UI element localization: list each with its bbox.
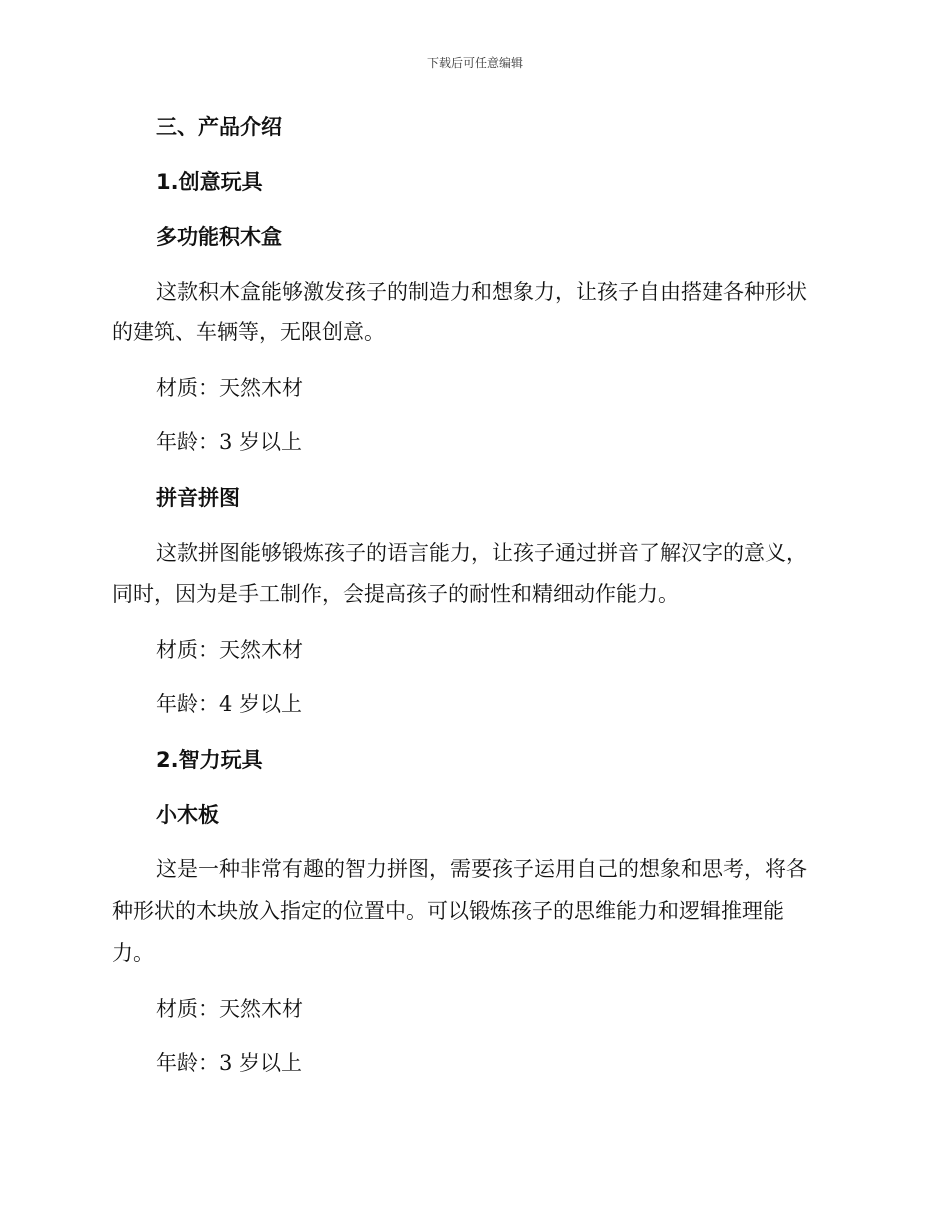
product-desc-line: 这是一种非常有趣的智力拼图，需要孩子运用自己的想象和思考，将各 (156, 857, 807, 881)
product-name-pinyin-puzzle: 拼音拼图 (156, 486, 240, 510)
category-title-intelligence: 2.智力玩具 (156, 748, 263, 772)
product-material: 材质：天然木材 (156, 997, 303, 1021)
product-desc-line: 这款积木盒能够激发孩子的制造力和想象力，让孩子自由搭建各种形状 (156, 280, 807, 304)
product-desc-line: 种形状的木块放入指定的位置中。可以锻炼孩子的思维能力和逻辑推理能 (112, 899, 784, 923)
product-age: 年龄：3 岁以上 (156, 430, 303, 454)
product-desc-line: 这款拼图能够锻炼孩子的语言能力，让孩子通过拼音了解汉字的意义， (156, 541, 807, 565)
product-age: 年龄：4 岁以上 (156, 692, 303, 716)
product-material: 材质：天然木材 (156, 376, 303, 400)
product-desc-line: 力。 (112, 941, 154, 965)
section-title: 三、产品介绍 (156, 115, 282, 139)
product-desc-line: 的建筑、车辆等，无限创意。 (112, 320, 385, 344)
product-name-wood-board: 小木板 (156, 803, 219, 827)
product-desc-line: 同时，因为是手工制作，会提高孩子的耐性和精细动作能力。 (112, 582, 679, 606)
category-title-creative: 1.创意玩具 (156, 170, 263, 194)
page-header: 下载后可任意编辑 (426, 56, 523, 70)
product-age: 年龄：3 岁以上 (156, 1051, 303, 1075)
product-material: 材质：天然木材 (156, 638, 303, 662)
product-name-building-box: 多功能积木盒 (156, 225, 282, 249)
